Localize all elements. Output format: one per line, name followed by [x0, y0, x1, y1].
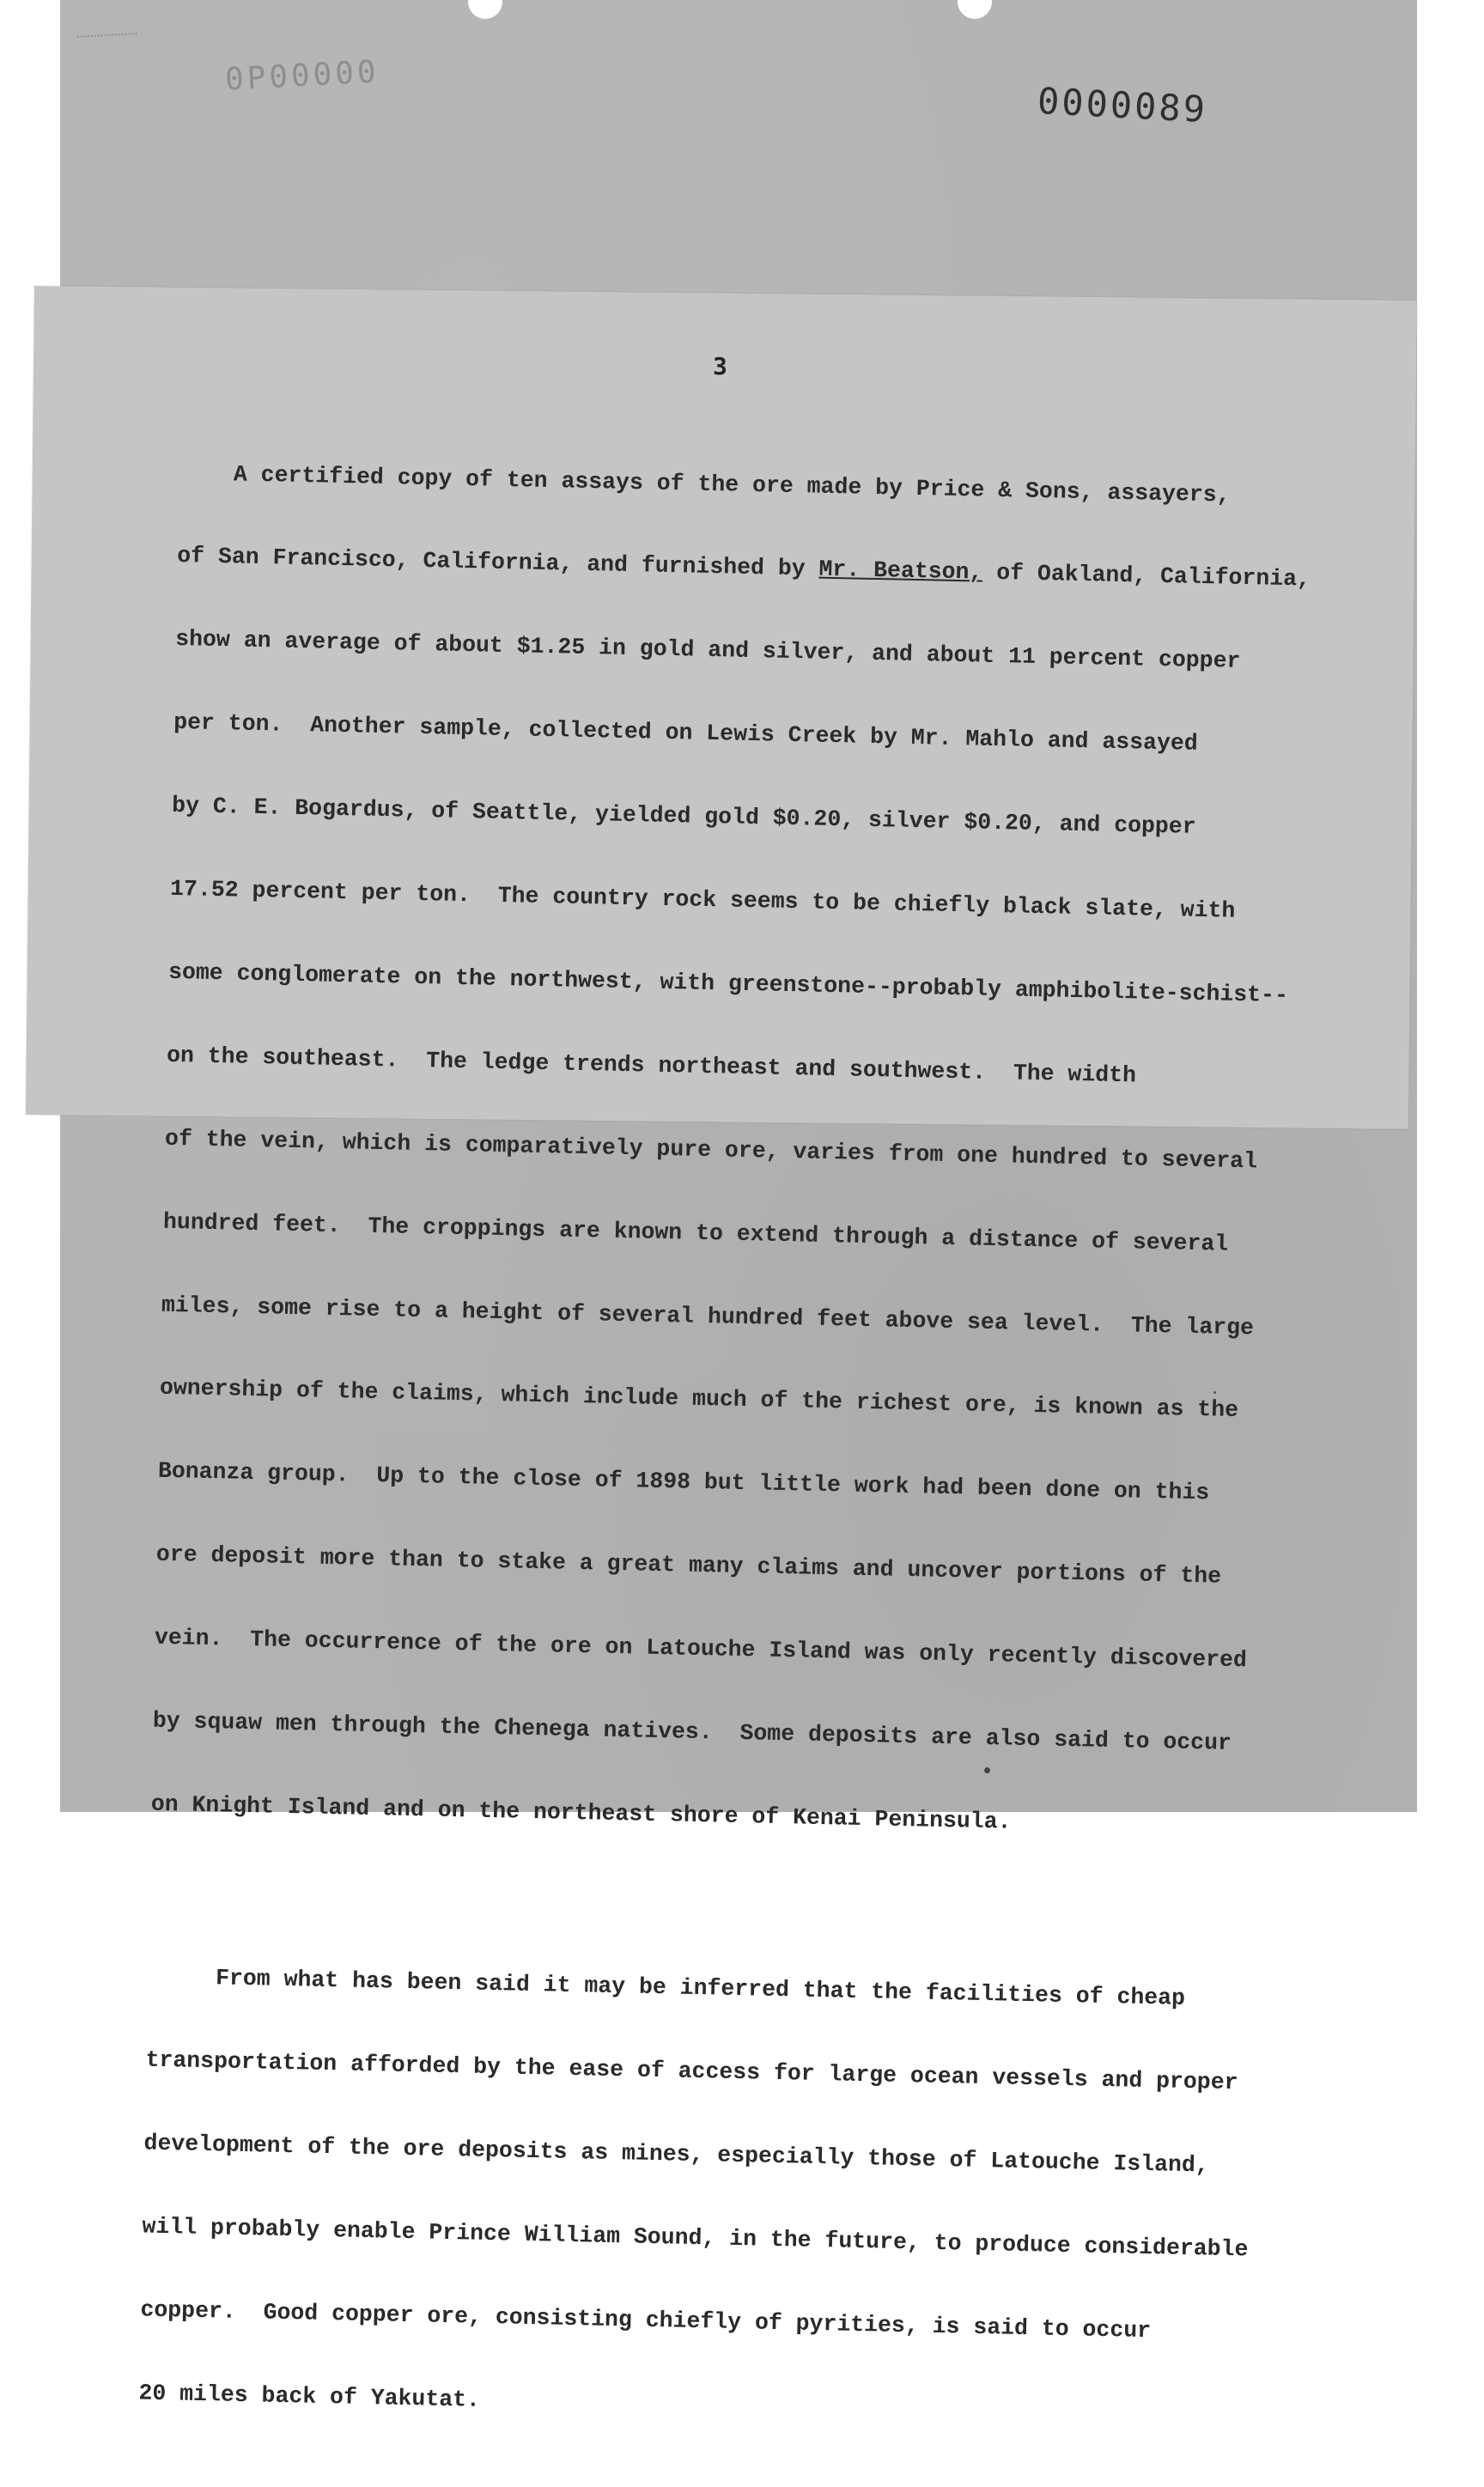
text-line: by squaw men through the Chenega natives. Some deposits are also said to occur	[152, 1707, 1232, 1756]
pencil-scribble	[77, 33, 138, 46]
page-number: 3	[713, 352, 727, 380]
punch-hole-left	[468, 0, 502, 19]
text-line: on Knight Island and on the northeast shore of Kenai Peninsula.	[150, 1791, 1012, 1835]
paragraph-gap	[149, 1873, 1352, 1932]
underlined-name: Mr. Beatson,	[818, 556, 983, 587]
text-line: hundred feet. The croppings are known to extend through a distance of several	[162, 1208, 1229, 1257]
text-line	[177, 542, 1379, 595]
punch-hole-right	[958, 0, 992, 19]
text-line: miles, some rise to a height of several hundred feet above sea level. The large	[161, 1292, 1255, 1341]
page-id-stamp: 0000089	[1036, 79, 1209, 131]
text-line: development of the ore deposits as mines, especially those of Latouche Island,	[143, 2130, 1210, 2179]
text-line: will probably enable Prince William Sound, in the future, to produce considerable	[142, 2213, 1249, 2263]
text-line: 20 miles back of Yakutat.	[138, 2380, 481, 2413]
text-line: on the southeast. The ledge trends northeast and southwest. The width	[166, 1042, 1137, 1089]
text-line: vein. The occurrence of the ore on Latouche Island was only recently discovered	[154, 1624, 1248, 1674]
text-line: copper. Good copper ore, consisting chiefly of pyrities, is said to occur	[140, 2296, 1152, 2344]
text-segment: of Oakland, California,	[982, 560, 1311, 593]
text-line: some conglomerate on the northwest, with greenstone--probably amphibolite-schist--	[167, 958, 1289, 1009]
text-line: ore deposit more than to stake a great many claims and uncover portions of the	[155, 1541, 1222, 1590]
text-line: show an average of about $1.25 in gold and silver, and about 11 percent copper	[174, 626, 1241, 675]
text-line: 17.52 percent per ton. The country rock seems to be chiefly black slate, with	[169, 875, 1236, 924]
text-line: transportation afforded by the ease of access for large ocean vessels and proper	[145, 2046, 1238, 2096]
text-line: by C. E. Bogardus, of Seattle, yielded gold $0.20, silver $0.20, and copper	[171, 793, 1196, 841]
text-segment: of San Francisco, California, and furnished by	[176, 543, 819, 583]
text-line: ownership of the claims, which include much of the richest ore, is known as the	[159, 1375, 1239, 1424]
faint-stamp-number: 0P00000	[224, 54, 380, 98]
text-line: Bonanza group. Up to the close of 1898 but little work had been done on this	[157, 1458, 1210, 1506]
text-line: A certified copy of ten assays of the ore made by Price & Sons, assayers,	[178, 459, 1231, 508]
text-line: From what has been said it may be inferred that the facilities of cheap	[147, 1963, 1186, 2012]
document-body	[137, 404, 1383, 2487]
text-line: per ton. Another sample, collected on Lewis Creek by Mr. Mahlo and assayed	[173, 709, 1198, 757]
text-line: of the vein, which is comparatively pure ore, varies from one hundred to several	[164, 1125, 1258, 1175]
